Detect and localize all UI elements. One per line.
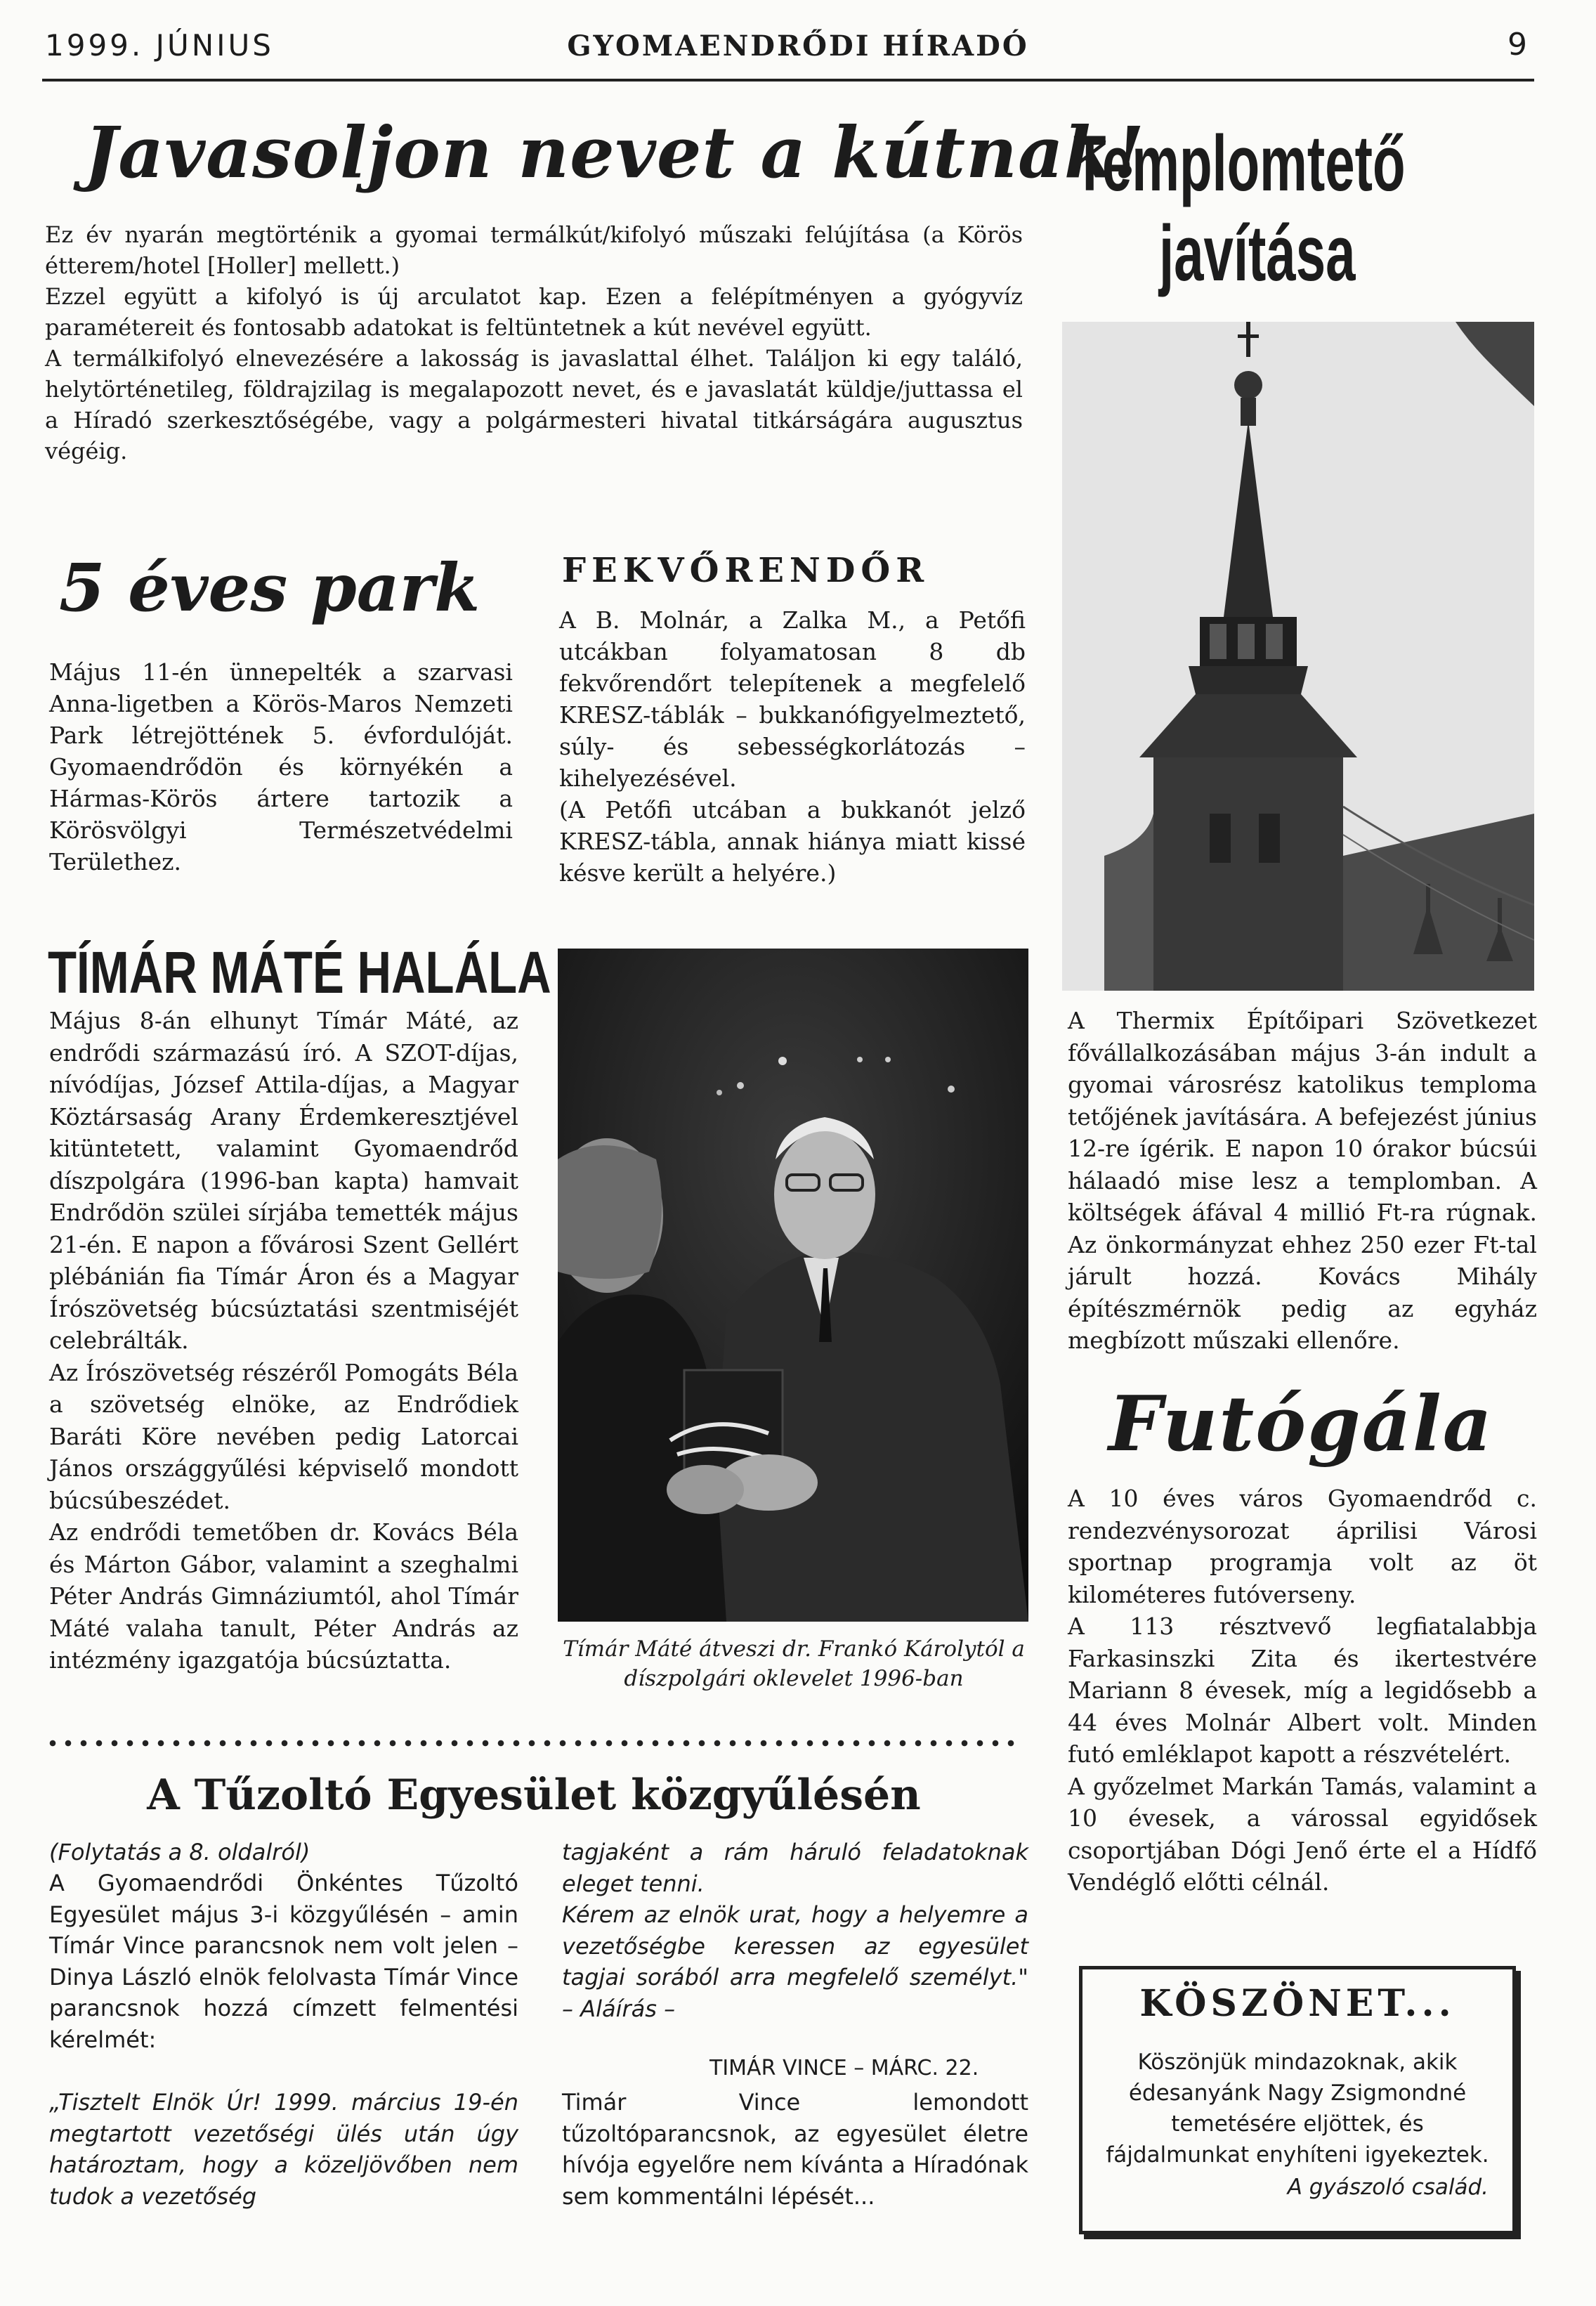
tuzolto-signature: TIMÁR VINCE – MÁRC. 22. [709,2056,979,2080]
header-rule [42,79,1534,82]
tuzolto-continued: (Folytatás a 8. oldalról) [49,1839,310,1865]
tuzolto-col2-body: Timár Vince lemondott tűzoltóparancsnok, az egyesület életre hívója egyelőre nem kívánta a Híradónak sem kommentálni lépését... [562,2089,1028,2210]
photo-caption: Tímár Máté átveszi dr. Frankó Károlytól a díszpolgári oklevelet 1996-ban [563,1636,1025,1691]
issue-date: 1999. JÚNIUS [45,28,274,63]
tuzolto-title: A Tűzoltó Egyesület közgyűlésén [147,1771,921,1820]
kut-body: Ez év nyarán megtörténik a gyomai termálkút/kifolyó műszaki felújítása (a Körös étterem/hotel [Holler] mellett.) Ezzel együtt a kifolyó is új arculatot kap. Ezen a felépítményen a gyógyvíz paramétereit és fontosabb adatokat is feltüntetnek a kút nevével együtt. A termálkifolyó elnevezésére a lakosság is javaslattal élhet. Találjon ki egy találó, helytörténetileg, földrajzilag is megalapozott nevet, és e javaslatát küldje/juttassa el a Híradó szerkesztőségébe, vagy a polgármesteri hivatal titkárságára augusztus végéig. [45,221,1023,464]
newspaper-title: GYOMAENDRŐDI HÍRADÓ [567,30,1029,63]
koszonet-box [1079,1966,1516,2234]
timar-title: TÍMÁR MÁTÉ HALÁLA [48,939,551,1005]
tuzolto-col2-quote: tagjaként a rám háruló feladatoknak eleget tenni. Kérem az elnök urat, hogy a helyemre a vezetőségbe keressen az egyesület tagjai sorából arra megfelelő személyt." – Aláírás – [562,1839,1028,2022]
tuzolto-col1-body: A Gyomaendrődi Önkéntes Tűzoltó Egyesület május 3-i közgyűlésén – amin Tímár Vince parancsnok nem volt jelen – Dinya László elnök felolvasta Tímár Vince parancsnok hozzá címzett felmentési kérelmét: [49,1870,518,2053]
tuzolto-col1-quote: „Tisztelt Elnök Úr! 1999. március 19-én megtartott vezetőségi ülés után úgy határoztam, hogy a közeljövőben nem tudok a vezetőség [49,2089,518,2210]
templom-title-line2: javítása [1159,209,1356,297]
photo-church-image [1062,322,1534,991]
kut-title: Javasoljon nevet a kútnak! [84,111,1145,194]
dotted-divider [45,1740,1023,1747]
koszonet-signature: A gyászoló család. [1287,2175,1489,2200]
templom-title-line1: Templomtető [1073,119,1406,207]
futogala-body: A 10 éves város Gyomaendrőd c. rendezvénysorozat áprilisi Városi sportnap programja volt az öt kilométeres futóverseny. A 113 résztvevő legfiatalabbja Farkasinszki Zita és ikertestvére Mariann 8 évesek, míg a legidősebb a 44 éves Molnár Albert volt. Minden futó emléklapot kapott a részvételért. A győzelmet Markán Tamás, valamint a 10 évesek, a várossal egyidősek csoportjában Dógi Jenő érte el a Hídfő Vendéglő előtti célnál. [1068,1485,1537,1896]
koszonet-title: KÖSZÖNET... [1139,1982,1456,2025]
timar-body: Május 8-án elhunyt Tímár Máté, az endrődi származású író. A SZOT-díjas, nívódíjas, József Attila-díjas, a Magyar Köztársaság Arany Érdemkeresztjével kitüntetett, valamint Gyomaendrőd díszpolgára (1996-ban kapta) hamvait Endrődön szülei sírjába temették május 21-én. E napon a fővárosi Szent Gellért plébánián fia Tímár Áron és a Magyar Írószövetség búcsúztatási szentmiséjét celebrálták. Az Írószövetség részéről Pomogáts Béla a szövetség elnöke, az Endrődiek Baráti Köre nevében pedig Latorcai János országgyűlési képviselő mondott búcsúbeszédet. Az endrődi temetőben dr. Kovács Béla és Márton Gábor, valamint a szeghalmi Péter András Gimnáziumtól, ahol Tímár Máté valaha tanult, Péter András az intézmény igazgatója búcsúztatta. [49,1007,518,1674]
futogala-title: Futógála [1108,1380,1493,1468]
fekvo-title: FEKVŐRENDŐR [562,551,930,590]
park-body: Május 11-én ünnepelték a szarvasi Anna-ligetben a Körös-Maros Nemzeti Park létrejöttének 5. évfordulóját. Gyomaendrődön és környékén a Hármas-Körös ártere tartozik a Körösvölgyi Természetvédelmi Területhez. [49,658,513,875]
photo-award-ceremony [558,949,1028,1622]
photo-award-ceremony-image [558,949,1028,1622]
page-number: 9 [1507,27,1527,63]
koszonet-body: Köszönjük mindazoknak, akik édesanyánk Nagy Zsigmondné temetésére eljöttek, és fájdalmunkat enyhíteni igyekeztek. [1106,2050,1489,2168]
park-title: 5 éves park [59,549,480,627]
templom-body: A Thermix Építőipari Szövetkezet fővállalkozásában május 3-án indult a gyomai városrész katolikus temploma tetőjének javítására. A befejezést június 12-re ígérik. E napon 10 órakor búcsúi hálaadó mise lesz a templomban. A költségek áfával 4 millió Ft-ra rúgnak. Az önkormányzat ehhez 250 ezer Ft-tal járult hozzá. Kovács Mihály építészmérnök pedig az egyház megbízott műszaki ellenőre. [1068,1007,1537,1354]
fekvo-body: A B. Molnár, a Zalka M., a Petőfi utcákban folyamatosan 8 db fekvőrendőrt telepítenek a megfelelő KRESZ-táblák – bukkanófigyelmeztető, súly- és sebességkorlátozás – kihelyezésével. (A Petőfi utcában a bukkanót jelző KRESZ-tábla, annak hiánya miatt kissé késve került a helyére.) [559,606,1026,887]
photo-church [1062,322,1534,991]
